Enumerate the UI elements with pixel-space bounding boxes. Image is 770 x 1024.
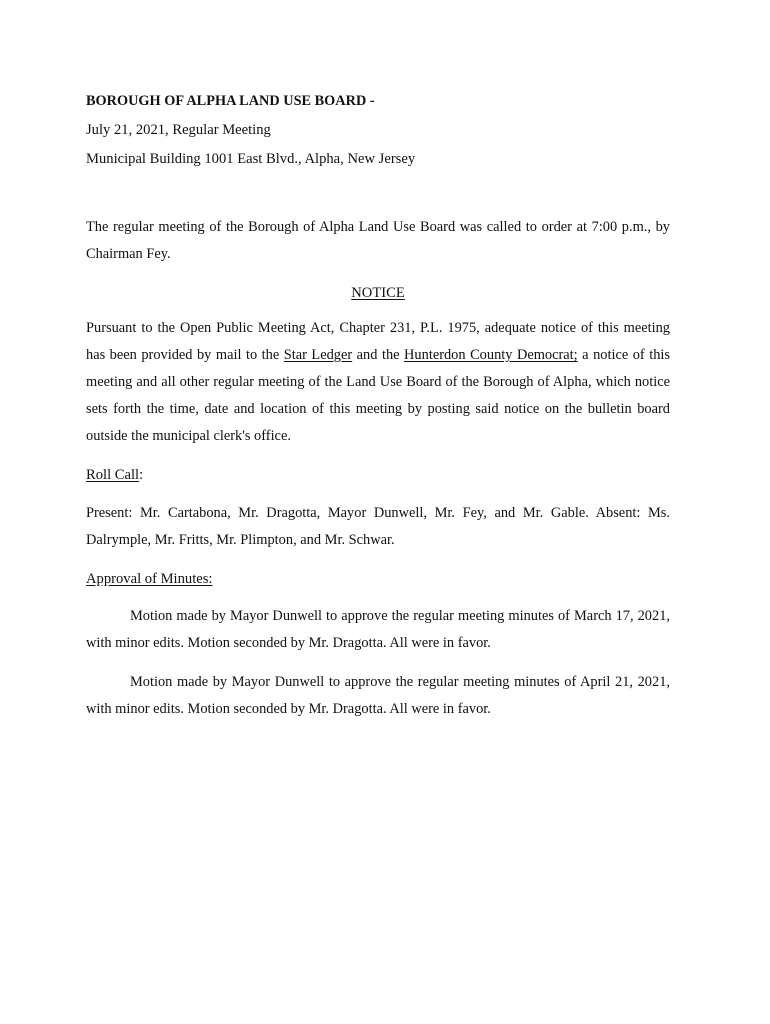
board-title: BOROUGH OF ALPHA LAND USE BOARD - (86, 93, 375, 109)
approval-of-minutes-heading (86, 569, 212, 589)
call-to-order-paragraph: The regular meeting of the Borough of Alpha Land Use Board was called to order at 7:00 p.m., by Chairman Fey. (86, 219, 670, 262)
motion-paragraph-2: Motion made by Mayor Dunwell to approve the regular meeting minutes of April 21, 2021, with minor edits. Motion seconded by Mr. Dragotta. All were in favor. (86, 674, 670, 717)
notice-text-2: and the (352, 347, 405, 363)
notice-heading (86, 283, 670, 303)
newspaper-star-ledger: Star Ledger (283, 347, 353, 363)
notice-text-1: Pursuant to the Open Public Meeting Act, Chapter 231, P.L. 1975, adequate notice of this meeting has been provided by mail to the (86, 320, 670, 363)
motion-paragraph-1: Motion made by Mayor Dunwell to approve the regular meeting minutes of March 17, 2021, with minor edits. Motion seconded by Mr. Dragotta. All were in favor. (86, 608, 670, 651)
newspaper-hunterdon-county-democrat: Hunterdon County Democrat; (404, 347, 578, 363)
roll-call-colon: : (139, 467, 144, 483)
notice-paragraph (86, 315, 670, 450)
notice-heading-text: NOTICE (351, 285, 405, 301)
roll-call-paragraph: Present: Mr. Cartabona, Mr. Dragotta, Mayor Dunwell, Mr. Fey, and Mr. Gable. Absent: Ms. Dalrymple, Mr. Fritts, Mr. Plimpton, and Mr. Schwar. (86, 505, 670, 548)
meeting-date: July 21, 2021, Regular Meeting (86, 122, 271, 138)
meeting-location: Municipal Building 1001 East Blvd., Alpha, New Jersey (86, 151, 416, 167)
roll-call-heading-text: Roll Call (86, 467, 140, 483)
roll-call-heading (86, 465, 143, 485)
approval-of-minutes-heading-text: Approval of Minutes: (86, 571, 213, 587)
notice-text-3: a notice of this meeting and all other regular meeting of the Land Use Board of the Borough of Alpha, which notice sets forth the time, date and location of this meeting by posting said notice on the bulletin board outside the municipal clerk's office. (86, 347, 671, 444)
